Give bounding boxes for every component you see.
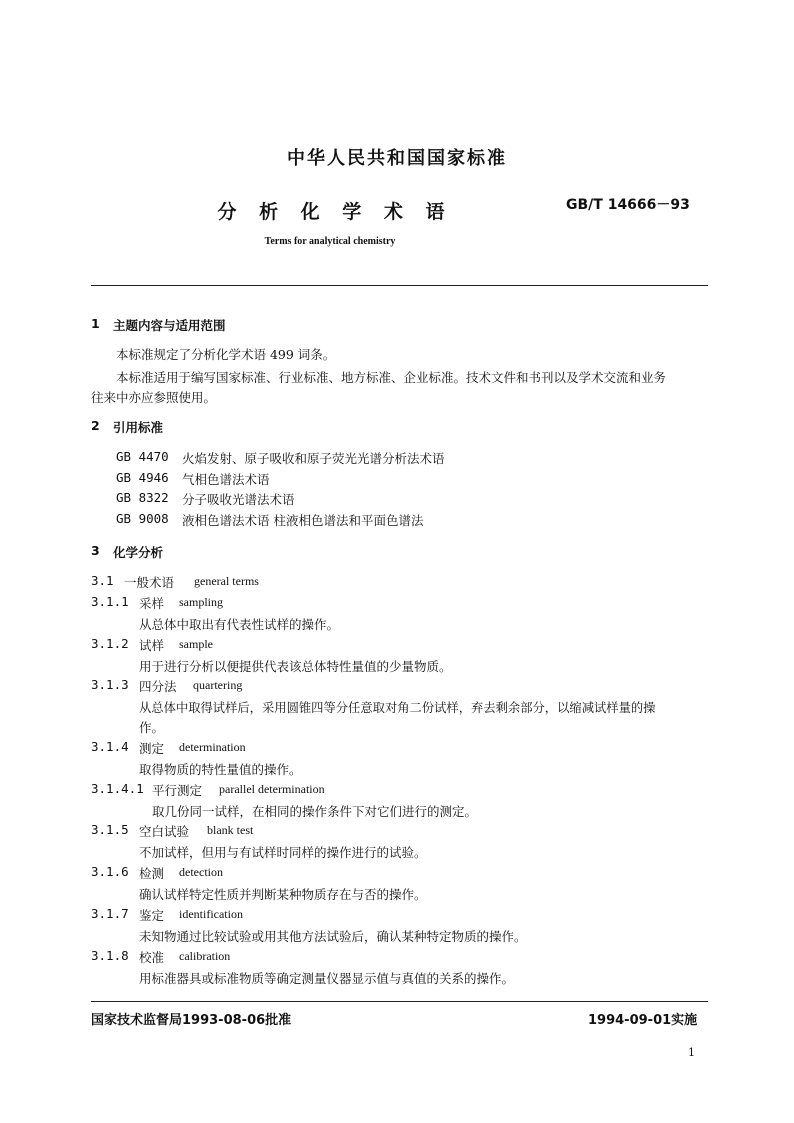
section-1-number: 1	[91, 316, 100, 331]
term-number: 3.1.4.1	[91, 781, 144, 796]
header-divider	[91, 285, 708, 286]
section-3-number: 3	[91, 543, 100, 558]
effective-date: 1994-09-01实施	[588, 1013, 698, 1028]
term-english: sampling	[179, 595, 223, 609]
term-chinese: 四分法	[139, 679, 177, 694]
term-english: blank test	[207, 823, 254, 837]
term-chinese: 鉴定	[139, 908, 165, 923]
term-chinese: 试样	[139, 638, 165, 653]
section-1-heading: 主题内容与适用范围	[113, 318, 226, 333]
term-definition: 从总体中取得试样后，采用圆锥四等分任意取对角二份试样，弃去剩余部分，以缩减试样量的操	[139, 701, 656, 715]
term-english: determination	[179, 740, 246, 754]
ref-code: GB 4946	[116, 470, 169, 485]
term-english: quartering	[193, 678, 243, 692]
national-standard-heading: 中华人民共和国国家标准	[287, 148, 507, 169]
document-title: 分 析 化 学 术 语	[217, 201, 453, 223]
section-1-para-2-line-2: 往来中亦应参照使用。	[91, 390, 217, 405]
approval-date: 国家技术监督局1993-08-06批准	[91, 1013, 292, 1028]
term-chinese: 平行测定	[152, 783, 203, 798]
ref-code: GB 4470	[116, 449, 169, 464]
page-number: 1	[688, 1046, 695, 1059]
term-definition-continued: 作。	[139, 720, 165, 735]
section-1-para-1: 本标准规定了分析化学术语 499 词条。	[116, 347, 336, 362]
term-number: 3.1.8	[91, 948, 129, 963]
term-english: sample	[179, 637, 213, 651]
section-2-number: 2	[91, 418, 100, 433]
term-chinese: 空白试验	[139, 824, 190, 839]
term-number: 3.1.6	[91, 864, 129, 879]
term-number: 3.1	[91, 573, 114, 588]
ref-title: 气相色谱法术语	[182, 472, 270, 487]
section-2-heading: 引用标准	[113, 420, 164, 435]
term-definition: 用于进行分析以便提供代表该总体特性量值的少量物质。	[139, 659, 452, 674]
term-definition: 用标准器具或标准物质等确定测量仪器显示值与真值的关系的操作。	[139, 971, 515, 986]
standard-number: GB/T 14666－93	[566, 197, 690, 213]
term-definition: 不加试样，但用与有试样时同样的操作进行的试验。	[139, 845, 427, 860]
term-chinese: 采样	[139, 596, 165, 611]
term-english: parallel determination	[219, 782, 325, 796]
section-3-heading: 化学分析	[113, 545, 164, 560]
term-number: 3.1.1	[91, 594, 129, 609]
term-definition: 取几份同一试样，在相同的操作条件下对它们进行的测定。	[152, 804, 478, 819]
term-english: identification	[179, 907, 243, 921]
term-chinese: 测定	[139, 741, 165, 756]
term-chinese: 校准	[139, 950, 165, 965]
term-number: 3.1.7	[91, 906, 129, 921]
term-definition: 取得物质的特性量值的操作。	[139, 762, 302, 777]
ref-title: 分子吸收光谱法术语	[182, 492, 295, 507]
ref-code: GB 9008	[116, 511, 169, 526]
term-english: general terms	[194, 574, 259, 588]
term-english: calibration	[179, 949, 231, 963]
term-definition: 确认试样特定性质并判断某种物质存在与否的操作。	[139, 887, 427, 902]
term-chinese: 一般术语	[124, 575, 175, 590]
term-number: 3.1.3	[91, 677, 129, 692]
ref-title: 火焰发射、原子吸收和原子荧光光谱分析法术语	[182, 451, 445, 466]
ref-code: GB 8322	[116, 490, 169, 505]
section-1-para-2-line-1: 本标准适用于编写国家标准、行业标准、地方标准、企业标准。技术文件和书刊以及学术交流和业务	[116, 370, 667, 385]
english-title: Terms for analytical chemistry	[264, 236, 396, 247]
term-definition: 从总体中取出有代表性试样的操作。	[139, 617, 340, 632]
term-definition: 未知物通过比较试验或用其他方法试验后，确认某种特定物质的操作。	[139, 929, 527, 944]
ref-title: 液相色谱法术语 柱液相色谱法和平面色谱法	[182, 513, 424, 528]
term-number: 3.1.5	[91, 822, 129, 837]
term-number: 3.1.2	[91, 636, 129, 651]
term-number: 3.1.4	[91, 739, 129, 754]
term-chinese: 检测	[139, 866, 165, 881]
footer-divider	[91, 1001, 708, 1002]
term-english: detection	[179, 865, 223, 879]
